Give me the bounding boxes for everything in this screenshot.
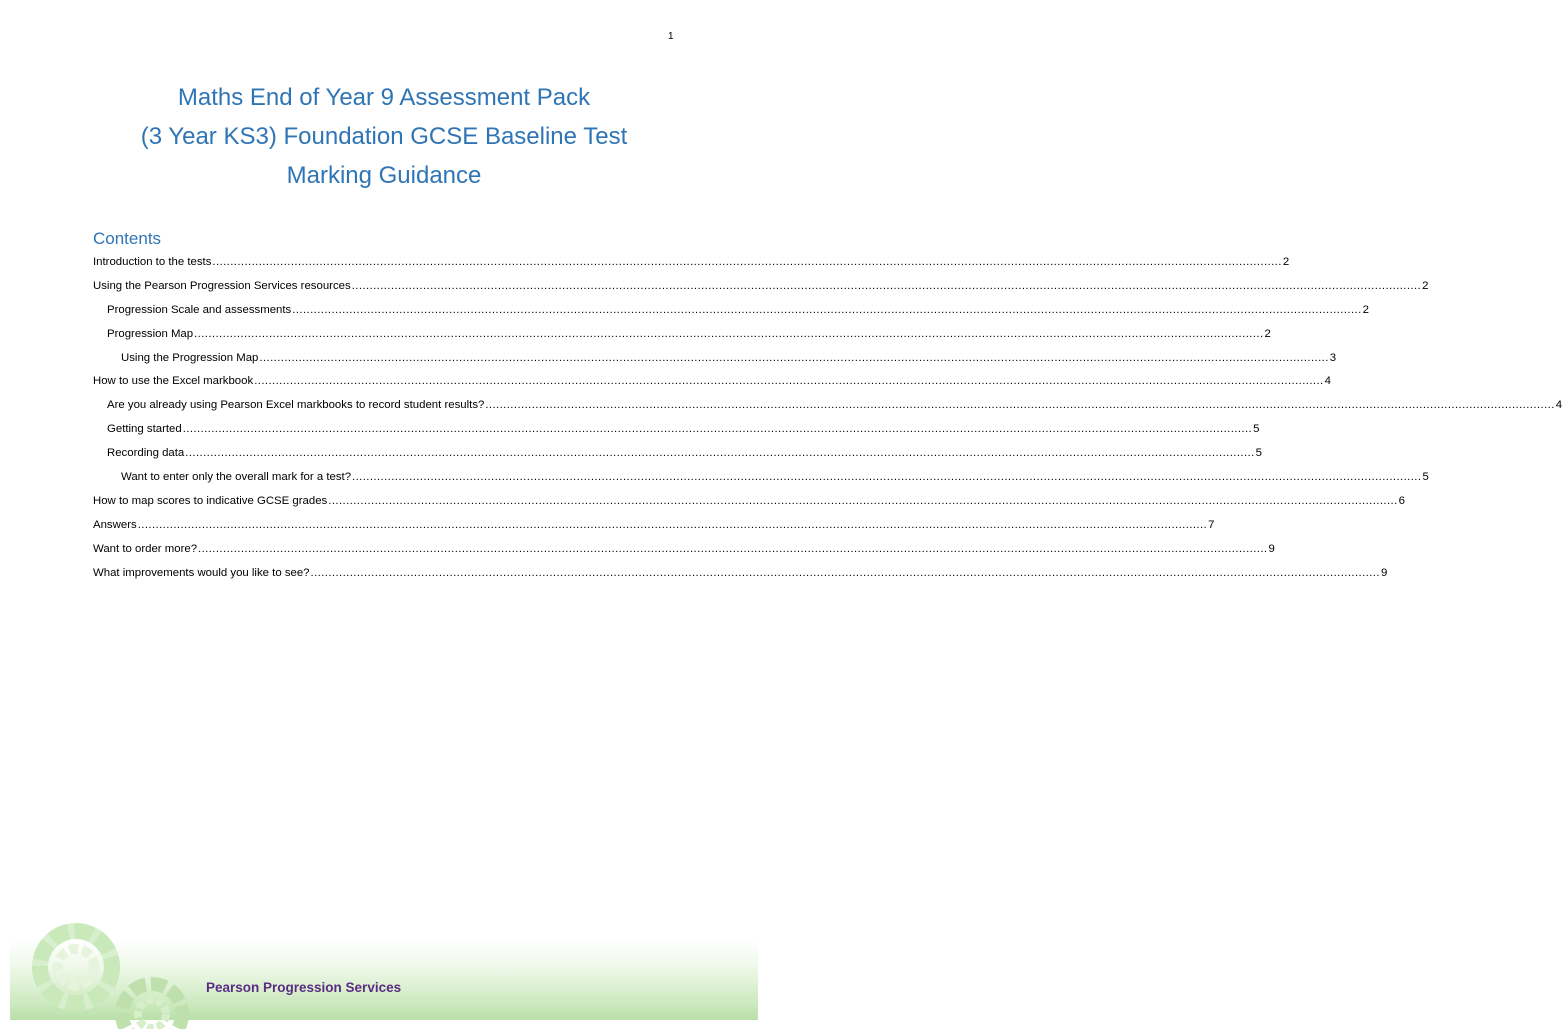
toc-entry-title: Recording data	[107, 447, 185, 460]
toc-entry-page: 4	[1324, 375, 1331, 388]
toc-leader-dots: ............................................................................................................................................................................................................................................................................................................	[254, 375, 1324, 388]
footer-brand: Pearson Progression Services	[206, 980, 402, 995]
toc-leader-dots: ............................................................................................................................................................................................................................................................................................................	[259, 351, 1329, 364]
toc-entry-title: What improvements would you like to see?	[93, 566, 310, 579]
toc-entry-page: 5	[1253, 423, 1260, 436]
toc-entry[interactable]	[93, 275, 1429, 299]
toc-entry[interactable]	[93, 562, 1388, 586]
toc-entry[interactable]	[93, 538, 1275, 562]
toc-leader-dots: ............................................................................................................................................................................................................................................................................................................	[485, 399, 1555, 412]
toc-entry[interactable]	[93, 418, 1260, 442]
toc-entry-title: Answers	[93, 518, 137, 531]
toc-entry[interactable]	[93, 323, 1271, 347]
toc-entry-page: 9	[1268, 542, 1275, 555]
toc-entry[interactable]	[93, 466, 1429, 490]
page-number: 1	[668, 31, 674, 42]
contents-heading: Contents	[93, 229, 162, 248]
table-of-contents	[93, 251, 1562, 585]
toc-entry-title: Want to order more?	[93, 542, 198, 555]
toc-leader-dots: ............................................................................................................................................................................................................................................................................................................	[352, 471, 1422, 484]
toc-entry-title: How to map scores to indicative GCSE grades	[93, 494, 328, 507]
document-title	[0, 78, 768, 195]
toc-entry-title: Introduction to the tests	[93, 256, 212, 268]
toc-leader-dots: ............................................................................................................................................................................................................................................................................................................	[137, 518, 1208, 531]
toc-entry-page: 2	[1282, 256, 1290, 268]
toc-entry-page: 2	[1362, 303, 1369, 316]
toc-entry[interactable]	[93, 490, 1405, 514]
toc-leader-dots: ............................................................................................................................................................................................................................................................................................................	[351, 279, 1422, 292]
toc-entry-page: 6	[1398, 494, 1405, 507]
toc-entry-page: 7	[1208, 518, 1215, 531]
toc-entry-title: Using the Pearson Progression Services resources	[93, 279, 351, 292]
title-line-3: Marking Guidance	[286, 162, 482, 189]
toc-entry-page: 5	[1422, 471, 1429, 484]
toc-entry[interactable]	[93, 370, 1331, 394]
toc-entry-page: 9	[1380, 566, 1388, 579]
toc-entry-page: 2	[1422, 279, 1429, 292]
toc-entry-title: Getting started	[107, 423, 182, 436]
toc-entry[interactable]	[93, 299, 1369, 323]
toc-leader-dots: ............................................................................................................................................................................................................................................................................................................	[292, 303, 1362, 316]
toc-entry-title: Are you already using Pearson Excel markbooks to record student results?	[107, 399, 485, 412]
toc-leader-dots: ............................................................................................................................................................................................................................................................................................................	[198, 542, 1268, 555]
title-line-1: Maths End of Year 9 Assessment Pack	[177, 84, 591, 111]
toc-leader-dots: ............................................................................................................................................................................................................................................................................................................	[194, 327, 1264, 340]
toc-leader-dots: ............................................................................................................................................................................................................................................................................................................	[185, 447, 1255, 460]
toc-entry-title: Progression Map	[107, 327, 194, 340]
toc-entry[interactable]	[93, 251, 1290, 275]
toc-entry[interactable]	[93, 394, 1562, 418]
toc-leader-dots: ............................................................................................................................................................................................................................................................................................................	[310, 566, 1380, 579]
toc-leader-dots: ............................................................................................................................................................................................................................................................................................................	[182, 423, 1253, 436]
toc-entry-page: 5	[1255, 447, 1263, 460]
title-line-2: (3 Year KS3) Foundation GCSE Baseline Test	[140, 123, 628, 150]
toc-entry-page: 2	[1264, 327, 1271, 340]
toc-entry-title: Want to enter only the overall mark for a test?	[121, 471, 352, 484]
toc-entry-title: Using the Progression Map	[121, 351, 259, 364]
toc-leader-dots: ............................................................................................................................................................................................................................................................................................................	[328, 494, 1398, 507]
toc-entry[interactable]	[93, 514, 1215, 538]
toc-entry-page: 3	[1329, 351, 1337, 364]
toc-leader-dots: ............................................................................................................................................................................................................................................................................................................	[212, 256, 1282, 268]
toc-entry-title: How to use the Excel markbook	[93, 375, 254, 388]
toc-entry-page: 4	[1555, 399, 1562, 412]
progression-rings-icon	[14, 912, 194, 1029]
toc-entry[interactable]	[93, 442, 1263, 466]
toc-entry-title: Progression Scale and assessments	[107, 303, 292, 316]
toc-entry[interactable]	[93, 347, 1337, 371]
